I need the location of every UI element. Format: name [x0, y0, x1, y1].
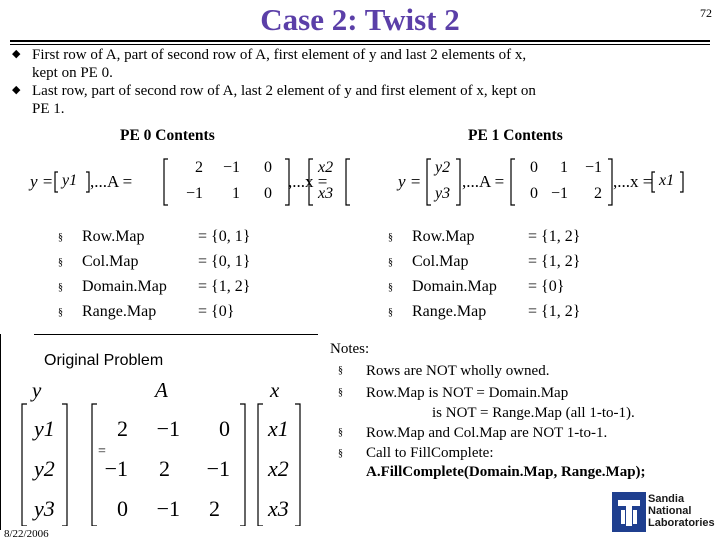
note-item [338, 422, 715, 444]
pe0-a-lhs: ,...A = [90, 172, 133, 191]
title-divider-top [10, 40, 710, 42]
pe1-map-label: Col.Map [412, 253, 469, 270]
pe1-y-entry: y2 [435, 159, 451, 176]
pe0-heading: PE 0 Contents [120, 127, 215, 144]
square-bullet-icon: § [388, 307, 393, 318]
square-bullet-icon: § [58, 257, 63, 268]
bullet-text: Last row, part of second row of A, last 2 element of y and first element of x, kept on [32, 83, 536, 99]
original-equation [0, 376, 320, 526]
original-y-label: y [32, 378, 42, 402]
logo-text-line: Laboratories [648, 517, 715, 529]
pe0-map-row [58, 278, 328, 303]
pe1-map-row [388, 278, 708, 303]
pe0-x-entry: x3 [318, 185, 334, 202]
pe1-map-value: = {1, 2} [528, 303, 581, 320]
pe1-map-label: Row.Map [412, 228, 475, 245]
pe0-a-cell: 1 [232, 185, 240, 202]
thunderbird-logo-icon [612, 492, 646, 532]
pe1-map-value: = {0} [528, 278, 565, 295]
note-item [338, 382, 715, 422]
note-text: Rows are NOT wholly owned. [366, 363, 550, 379]
original-x-entry: x2 [268, 456, 289, 481]
square-bullet-icon: § [388, 232, 393, 243]
logo-text-line: National [648, 505, 692, 517]
square-bullet-icon: § [58, 232, 63, 243]
pe1-y-entry: y3 [435, 185, 451, 202]
pe1-map-row [388, 303, 708, 328]
pe0-map-row [58, 303, 328, 328]
pe1-a-cell: −1 [584, 159, 602, 176]
bullet-item [12, 82, 702, 118]
pe1-a-cell: 0 [530, 185, 538, 202]
pe1-heading: PE 1 Contents [468, 127, 563, 144]
pe1-y-lhs: y = [398, 172, 422, 191]
pe0-a-cell: 0 [264, 159, 272, 176]
pe1-map-label: Domain.Map [412, 278, 497, 295]
slide-title: Case 2: Twist 2 [260, 2, 460, 37]
original-a-cell: 2 [159, 456, 170, 481]
bullet-text-cont: PE 1. [32, 101, 65, 117]
note-text: Row.Map is NOT = Domain.Map [366, 385, 569, 401]
square-bullet-icon: § [388, 257, 393, 268]
square-bullet-icon: § [338, 448, 343, 459]
square-bullet-icon: § [338, 427, 343, 438]
logo-text [648, 493, 715, 529]
title-divider-bottom [10, 44, 710, 45]
diamond-bullet-icon: ◆ [12, 84, 21, 96]
square-bullet-icon: § [388, 282, 393, 293]
pe0-map-label: Domain.Map [82, 278, 167, 295]
notes-panel [330, 338, 715, 482]
pe0-map-row [58, 253, 328, 278]
pe0-map-value: = {1, 2} [198, 278, 251, 295]
pe0-x-lhs: ,...x = [288, 172, 328, 191]
pe0-a-cell: 2 [195, 159, 203, 176]
pe0-map-label: Col.Map [82, 253, 139, 270]
original-a-cell: 0 [219, 416, 230, 441]
square-bullet-icon: § [338, 365, 343, 376]
square-bullet-icon: § [338, 387, 343, 398]
pe1-a-cell: 0 [530, 159, 538, 176]
bullet-text: First row of A, part of second row of A, first element of y and last 2 elements of x, [32, 47, 527, 63]
square-bullet-icon: § [58, 282, 63, 293]
pe0-equation [30, 155, 350, 211]
note-text: Call to FillComplete: [366, 445, 494, 461]
original-x-label: x [270, 378, 280, 402]
original-x-entry: x3 [268, 496, 289, 521]
original-a-label: A [155, 378, 168, 402]
note-text: Row.Map and Col.Map are NOT 1-to-1. [366, 425, 608, 441]
original-y-entry: y3 [34, 496, 55, 521]
pe1-map-label: Range.Map [412, 303, 487, 320]
pe0-a-cell: −1 [222, 159, 240, 176]
pe1-a-cell: −1 [550, 185, 568, 202]
notes-heading: Notes: [330, 341, 370, 357]
original-y-entry: y1 [34, 416, 55, 441]
original-a-cell: 0 [117, 496, 128, 521]
pe1-a-cell: 2 [594, 185, 602, 202]
pe1-x-entry: x1 [659, 172, 675, 189]
pe1-a-cell: 1 [560, 159, 568, 176]
pe0-y-lhs: y = [30, 172, 54, 191]
pe0-map-value: = {0} [198, 303, 235, 320]
note-code: A.FillComplete(Domain.Map, Range.Map); [366, 464, 646, 480]
original-problem-title: Original Problem [44, 352, 164, 369]
original-a-cell: −1 [156, 416, 180, 441]
pe0-a-cell: −1 [185, 185, 203, 202]
pe1-x-lhs: ,...x = [613, 172, 653, 191]
pe0-map-label: Range.Map [82, 303, 157, 320]
pe0-map-value: = {0, 1} [198, 253, 251, 270]
pe0-map-row [58, 228, 328, 253]
original-a-cell: −1 [206, 456, 230, 481]
pe0-y-entry: y1 [62, 172, 78, 189]
pe1-map-list [388, 228, 708, 328]
note-item [338, 444, 715, 482]
page-number: 72 [700, 6, 712, 20]
square-bullet-icon: § [58, 307, 63, 318]
pe0-x-entry: x2 [318, 159, 334, 176]
pe0-map-label: Row.Map [82, 228, 145, 245]
original-a-cell: −1 [156, 496, 180, 521]
pe1-equation [398, 155, 698, 211]
original-y-entry: y2 [34, 456, 55, 481]
original-x-entry: x1 [268, 416, 289, 441]
pe1-map-row [388, 253, 708, 278]
note-text-cont: is NOT = Range.Map (all 1-to-1). [432, 405, 635, 421]
original-equals-sign: = [98, 444, 106, 459]
bullet-item [12, 46, 702, 82]
diamond-bullet-icon: ◆ [12, 48, 21, 60]
pe1-a-lhs: ,...A = [462, 172, 505, 191]
bullet-list [12, 46, 702, 118]
pe1-map-value: = {1, 2} [528, 253, 581, 270]
original-a-cell: 2 [117, 416, 128, 441]
original-a-cell: 2 [209, 496, 220, 521]
pe0-map-value: = {0, 1} [198, 228, 251, 245]
pe1-map-value: = {1, 2} [528, 228, 581, 245]
panel-border-top [34, 334, 318, 336]
pe0-a-cell: 0 [264, 185, 272, 202]
original-a-cell: −1 [104, 456, 128, 481]
pe1-map-row [388, 228, 708, 253]
sandia-logo [612, 490, 715, 534]
pe0-map-list [58, 228, 328, 328]
note-item [338, 360, 715, 382]
logo-text-line: Sandia [648, 493, 685, 505]
bullet-text-cont: kept on PE 0. [32, 65, 113, 81]
footer-date: 8/22/2006 [4, 528, 49, 540]
